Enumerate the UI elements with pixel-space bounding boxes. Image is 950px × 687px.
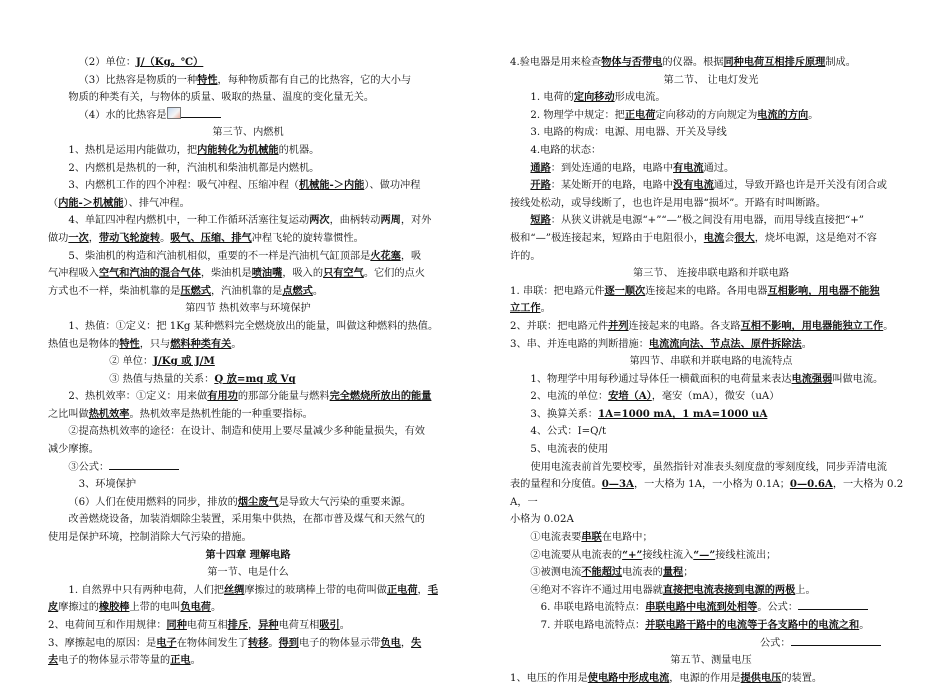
text-line	[48, 160, 448, 178]
text: 3、内燃机工作的四个冲程：吸气冲程、压缩冲程（	[68, 180, 299, 192]
text-line	[510, 459, 912, 477]
text: 2、内燃机是热机的一种，汽油机和柴油机都是内燃机。	[68, 162, 320, 174]
text: 。	[231, 338, 242, 350]
text: 。热机效率是热机性能的一种重要指标。	[129, 408, 313, 420]
text-line	[510, 582, 912, 600]
text: 1. 串联：把电路元件	[510, 285, 605, 297]
text: 摩擦过的	[58, 602, 99, 614]
text: ，电源的作用是	[669, 672, 741, 684]
text-line	[48, 283, 448, 301]
key-term: 去	[48, 654, 59, 667]
section-heading	[510, 265, 912, 283]
text: 接线处松动，或导线断了，也也许是用电器“损坏”。开路有时叫断路。	[510, 197, 827, 209]
text: 2、电流的单位：	[530, 391, 609, 403]
text: 。	[859, 620, 870, 631]
text: 第二节、 让电灯发光	[663, 74, 759, 86]
key-term: 同种电荷互相排斥原理	[723, 56, 826, 68]
text: ，曲柄转动	[329, 215, 381, 227]
text: 使用电流表前首先要校零，虽然指针对准表头刻度盘的零刻度线，同步弄清电流	[530, 461, 887, 473]
text: 1. 自然界中只有两种电荷，人们把	[68, 584, 224, 596]
text: 许的。	[510, 250, 541, 262]
text: 2、电荷间互和作用规律：	[48, 620, 167, 631]
text-line	[48, 617, 448, 635]
text: ②电流要从电流表的	[530, 549, 623, 561]
text: 通过。	[703, 162, 735, 174]
key-term: 开路	[530, 179, 551, 192]
text: 3、摩擦起电的原因：是	[48, 637, 157, 649]
text: 第四节、串联和并联电路的电流特点	[629, 356, 793, 368]
text: 叫做电流。	[832, 373, 884, 385]
section-heading	[510, 652, 912, 670]
key-term: 正电荷	[386, 583, 418, 596]
text: ，汽油机靠的是	[211, 285, 283, 297]
text: （4）水的比热容是	[78, 109, 167, 121]
text-line	[510, 336, 912, 354]
text: ，只与	[139, 338, 171, 350]
text: 3、换算关系：	[530, 408, 598, 420]
text: 的仪器。根据	[662, 57, 724, 68]
text: ，	[400, 637, 412, 649]
right-column	[510, 54, 912, 687]
key-term: 不能超过	[581, 566, 623, 579]
text-line	[510, 511, 912, 529]
text: 通过，导致开路也许是开关没有闭合或	[713, 180, 887, 192]
text: ）、排气冲程。	[123, 197, 190, 209]
text-line	[510, 300, 912, 318]
key-term: 一次	[68, 231, 89, 244]
text: ：从狭义讲就是电源“+”“—”极之间没有用电器，而用导线直接把“+”	[550, 215, 864, 227]
key-term: 带动飞轮旋转	[98, 231, 161, 244]
key-term: 烟尘废气	[237, 495, 279, 508]
text: 。	[339, 620, 350, 631]
key-term: 逐一顺次	[604, 284, 646, 297]
text: 物质的种类有关，与物体的质量、吸取的热量、温度的变化量无关。	[68, 92, 375, 104]
text: 冲程飞轮的旋转靠惯性。	[251, 232, 364, 244]
text-line	[510, 670, 912, 687]
text-line	[510, 617, 912, 635]
text: 。它们的点火	[363, 268, 425, 280]
key-term: 得到	[278, 636, 299, 649]
fill-blank	[791, 635, 881, 646]
text: 1. 电荷的	[530, 92, 574, 104]
text-line	[510, 107, 912, 125]
text: 改善燃烧设备，加装消烟除尘装置，采用集中供热，在都市普及煤气和天然气的	[68, 514, 425, 526]
text-line	[510, 54, 912, 72]
text-line	[48, 265, 448, 283]
text: 。	[801, 338, 812, 350]
text-line	[510, 599, 912, 617]
text-line	[48, 388, 448, 406]
text-line	[48, 195, 448, 213]
key-term: 电流	[703, 231, 725, 244]
text-line	[48, 336, 448, 354]
key-term: 很大	[734, 231, 755, 244]
text: 。	[268, 637, 279, 649]
text: ② 单位：	[109, 356, 154, 368]
text: 摩擦过的玻璃棒上带的电荷叫做	[244, 584, 387, 596]
text: ，	[417, 584, 428, 596]
key-term: 压燃式	[180, 284, 211, 297]
text: 第一节、电是什么	[207, 567, 289, 579]
text-line	[48, 406, 448, 424]
unit-text: J/（Kg。℃）	[136, 56, 204, 68]
text-line	[48, 423, 448, 441]
key-term: 特性	[197, 73, 218, 86]
text: 上带的电叫	[129, 602, 181, 614]
text: 第四节 热机效率与环境保护	[185, 303, 311, 315]
key-term: 点燃式	[282, 284, 313, 297]
text: 第五节、测量电压	[670, 655, 752, 667]
text: 5、电流表的使用	[530, 444, 609, 456]
text: ；	[683, 567, 694, 579]
key-term: 电流强弱	[791, 372, 833, 385]
text: 4、公式：I=Q/t	[530, 426, 607, 438]
text-line	[48, 599, 448, 617]
text: 第三节、 连接串联电路和并联电路	[632, 268, 790, 280]
key-term: 没有电流	[673, 179, 714, 192]
key-term: 燃料种类有关	[170, 337, 232, 350]
text: 电荷互相	[278, 620, 320, 631]
text-line	[48, 494, 448, 512]
text-line	[510, 476, 912, 511]
text-line	[48, 72, 448, 90]
text: 表的量程和分度值。	[510, 479, 602, 491]
text: 气冲程吸入	[48, 268, 99, 280]
text: 连接起来的电路。各用电器	[645, 285, 768, 297]
key-term: 同种	[166, 619, 187, 631]
text: 4.电路的状态：	[530, 144, 602, 156]
text: 。	[312, 285, 324, 297]
text: 5、柴油机的构造和汽油机相似，重要的不一样是汽油机气缸顶部是	[68, 250, 371, 262]
text-line	[510, 212, 912, 230]
text-line	[510, 318, 912, 336]
key-term: 并列	[608, 319, 629, 332]
text-line	[48, 476, 448, 494]
text-line	[510, 124, 912, 142]
key-term: 物体与否带电	[601, 56, 663, 68]
key-term: 只有空气	[323, 267, 364, 280]
text: 2. 物理学中规定：把	[530, 109, 625, 121]
key-term: 0—3A	[601, 478, 634, 491]
key-term: 吸气、压缩、排气	[170, 231, 252, 244]
fill-blank	[798, 599, 868, 610]
text-line	[510, 371, 912, 389]
key-term: 通路	[530, 161, 551, 174]
text: 。	[190, 655, 201, 667]
formula: Q 放=mq 或 Vq	[214, 372, 296, 385]
text: 1、物理学中用每秒通过导体任一横截面积的电荷量来表达	[530, 373, 792, 385]
key-term: 0—0.6A	[789, 478, 833, 491]
key-term: 正电荷	[624, 108, 656, 121]
key-term: 电流流向法、节点法、原件拆除法	[648, 337, 802, 350]
text: 电流表的	[622, 567, 663, 579]
text-line	[48, 318, 448, 336]
text-line	[510, 177, 912, 195]
key-term: 串联	[581, 531, 602, 544]
text: ①电流表要	[530, 532, 582, 544]
text: 。	[883, 320, 894, 332]
text: 。	[808, 109, 819, 121]
text: 做功	[48, 232, 69, 244]
text-line	[48, 582, 448, 600]
text: 2、并联：把电路元件	[510, 320, 609, 332]
text: 在物体间发生了	[176, 637, 249, 649]
text: ②提高热机效率的途径：在设计、制造和使用上要尽量减少多种能量损失，有效	[68, 426, 425, 438]
text-line	[48, 142, 448, 160]
key-term: 毛	[427, 583, 438, 596]
text: 之比叫做	[48, 408, 89, 420]
text: 的机器。	[278, 144, 320, 156]
key-term: 失	[411, 636, 422, 649]
text: 的那部分能量与燃料	[237, 391, 330, 403]
text: 4.验电器是用来检查	[510, 57, 602, 68]
text-line	[48, 459, 448, 477]
key-term: 完全燃烧所放出的能量	[329, 390, 432, 403]
key-term: 转移	[248, 636, 269, 649]
text: ，吸入的	[282, 268, 324, 280]
text-line	[510, 89, 912, 107]
text: ，每种物质都有自己的比热容，它的大小与	[217, 74, 412, 86]
key-term: 皮	[48, 601, 59, 614]
text: 电子的物体显示带	[298, 637, 381, 649]
text-line	[510, 283, 912, 301]
text-line	[510, 195, 912, 213]
text: ，毫安（mA），微安（uA）	[651, 391, 780, 403]
text: 接线柱流出；	[715, 549, 777, 561]
text: 使用是保护环境，控制消除大气污染的措施。	[48, 532, 252, 544]
key-term: 两周	[380, 214, 401, 227]
key-term: 负电荷	[180, 601, 211, 614]
text-line	[48, 353, 448, 371]
key-term: 并联电路干路中的电流等于各支路中的电流之和	[645, 619, 860, 631]
text: 定向移动的方向规定为	[655, 109, 758, 121]
key-term: J/Kg 或 J/M	[153, 355, 215, 368]
text-line	[48, 230, 448, 248]
text: 3、串、并连电路的判断措施：	[510, 338, 649, 350]
text: 。	[540, 303, 551, 315]
text: ）、做功冲程	[364, 180, 421, 192]
text: 小格为 0.02A	[510, 514, 574, 526]
text: 上。	[795, 584, 816, 596]
key-term: 有用功	[207, 390, 238, 403]
text: ④绝对不容许不通过用电器就	[530, 584, 663, 596]
text-line	[48, 511, 448, 529]
text-line	[510, 564, 912, 582]
text: 3、环境保护	[78, 479, 137, 491]
key-term: 异种	[258, 619, 279, 631]
text-line	[48, 652, 448, 670]
text: 。公式：	[757, 602, 799, 614]
text: ，烧坏电源，这是绝对不容	[754, 232, 877, 244]
text: ③ 热值与热量的关系：	[109, 373, 215, 385]
key-term: 互相不影响，用电器能独立工作	[740, 319, 884, 332]
text: ：到处连通的电路，电路中	[550, 162, 674, 174]
key-term: 吸引	[319, 619, 340, 631]
text: 公式：	[760, 637, 791, 649]
key-term: 喷油嘴	[251, 267, 283, 280]
key-term: 短路	[530, 214, 551, 227]
text-line	[48, 177, 448, 195]
key-term: 直接把电流表接到电源的两极	[662, 583, 796, 596]
key-term: 定向移动	[573, 91, 615, 104]
text: ，对外	[400, 215, 432, 227]
text-line	[48, 107, 448, 125]
text: ，柴油机是	[200, 268, 252, 280]
text: （	[48, 197, 59, 209]
text-line	[510, 160, 912, 178]
text: ，	[248, 620, 259, 631]
text-line	[48, 54, 448, 72]
text: 是导致大气污染的重要来源。	[278, 496, 412, 508]
text: 第十四章 理解电路	[205, 548, 291, 561]
text: 7. 并联电路电流特点：	[540, 620, 646, 631]
text-line	[48, 212, 448, 230]
text: ③被测电流	[530, 567, 582, 579]
left-column	[48, 54, 448, 670]
text: 1、热值：①定义：把 1Kg 某种燃料完全燃烧放出的能量，叫做这种燃料的热值。	[68, 320, 439, 332]
text: （3）比热容是物质的一种	[78, 74, 198, 86]
text: 1、电压的作用是	[510, 672, 588, 684]
key-term: 正电	[170, 654, 191, 667]
text: 接线柱流入	[642, 549, 694, 561]
text-line	[510, 406, 912, 424]
key-term: “—”	[693, 548, 716, 561]
key-term: 互相影响，用电器不能独	[767, 284, 880, 297]
section-heading	[48, 564, 448, 582]
section-heading	[48, 300, 448, 318]
text-line	[510, 547, 912, 565]
key-term: 空气和汽油的混合气体	[98, 267, 201, 280]
key-term: 机械能-＞内能	[299, 179, 365, 192]
text: ，	[88, 232, 99, 244]
key-term: 丝绸	[223, 583, 245, 596]
key-term: 内能-＞机械能	[58, 196, 124, 209]
text: 的装置。	[781, 672, 823, 684]
key-term: 橡胶棒	[98, 601, 130, 614]
text-line	[510, 142, 912, 160]
key-term: 内能转化为机械能	[197, 143, 279, 156]
text: 6. 串联电路电流特点：	[540, 602, 646, 614]
text-line	[48, 248, 448, 266]
key-term: 使电路中形成电流	[587, 671, 670, 684]
key-term: 提供电压	[740, 671, 782, 684]
text-line	[510, 635, 912, 653]
text-line	[510, 441, 912, 459]
text: （2）单位：	[78, 57, 137, 68]
text: 1、热机是运用内能做功，把	[68, 144, 198, 156]
key-term: 立工作	[510, 302, 541, 315]
text: 减少摩擦。	[48, 444, 99, 456]
text: 3. 电路的构成：电源、用电器、开关及导线	[530, 127, 727, 139]
text: 2、热机效率：①定义：用来做	[68, 391, 208, 403]
key-term: 负电	[380, 636, 401, 649]
text: 连接起来的电路。各支路	[628, 320, 741, 332]
key-term: 火花塞	[370, 249, 401, 262]
fill-blank	[181, 107, 221, 118]
text-line	[510, 230, 912, 248]
key-term: 串联电路中电流到处相等	[645, 601, 758, 614]
text: 4、单缸四冲程内燃机中，一种工作循环活塞往复运动	[68, 215, 310, 227]
text-line	[48, 89, 448, 107]
key-term: 电流的方向	[757, 108, 809, 121]
text-line	[48, 635, 448, 653]
key-term: 量程	[662, 566, 684, 579]
key-term: 排斥	[227, 619, 249, 631]
text: 方式也不一样，柴油机靠的是	[48, 285, 181, 297]
text: ，一大格为 1A，一小格为 0.1A；	[633, 479, 790, 491]
text: ③公式：	[68, 461, 110, 473]
text: 在电路中；	[601, 532, 653, 544]
chapter-heading	[48, 547, 448, 565]
text-line	[510, 388, 912, 406]
text-line	[510, 248, 912, 266]
text: 电子的物体显示带等量的	[58, 655, 171, 667]
text: 热值也是物体的	[48, 338, 120, 350]
key-term: 特性	[119, 337, 140, 350]
text: 第三节、内燃机	[212, 127, 284, 139]
text: 会	[724, 232, 735, 244]
text: 极和“—”极连接起来，短路由于电阻很小，	[510, 232, 704, 244]
text-line	[48, 371, 448, 389]
section-heading	[510, 72, 912, 90]
text: 制成。	[825, 57, 856, 68]
fill-blank	[109, 459, 179, 470]
key-term: 电子	[156, 636, 177, 649]
key-term: 有电流	[673, 161, 704, 174]
text: 。	[211, 602, 222, 614]
section-heading	[48, 124, 448, 142]
text: 电荷互相	[186, 620, 228, 631]
text-line	[510, 423, 912, 441]
key-term: 两次	[309, 214, 330, 227]
text: 形成电流。	[614, 92, 666, 104]
text: ，吸	[400, 250, 422, 262]
key-term: 安培（A）	[608, 390, 652, 403]
key-term: 1A=1000 mA，1 mA=1000 uA	[598, 407, 768, 420]
image-placeholder-icon	[167, 107, 181, 119]
text-line	[48, 529, 448, 547]
section-heading	[510, 353, 912, 371]
text-line	[510, 529, 912, 547]
text: 。	[160, 232, 171, 244]
text: ，一大格为 0.2A，一	[510, 479, 904, 508]
text: （6）人们在使用燃料的同步，排放的	[68, 496, 238, 508]
key-term: 热机效率	[88, 407, 130, 420]
text: ：某处断开的电路，电路中	[550, 180, 674, 192]
key-term: “+”	[622, 548, 643, 561]
text-line	[48, 441, 448, 459]
